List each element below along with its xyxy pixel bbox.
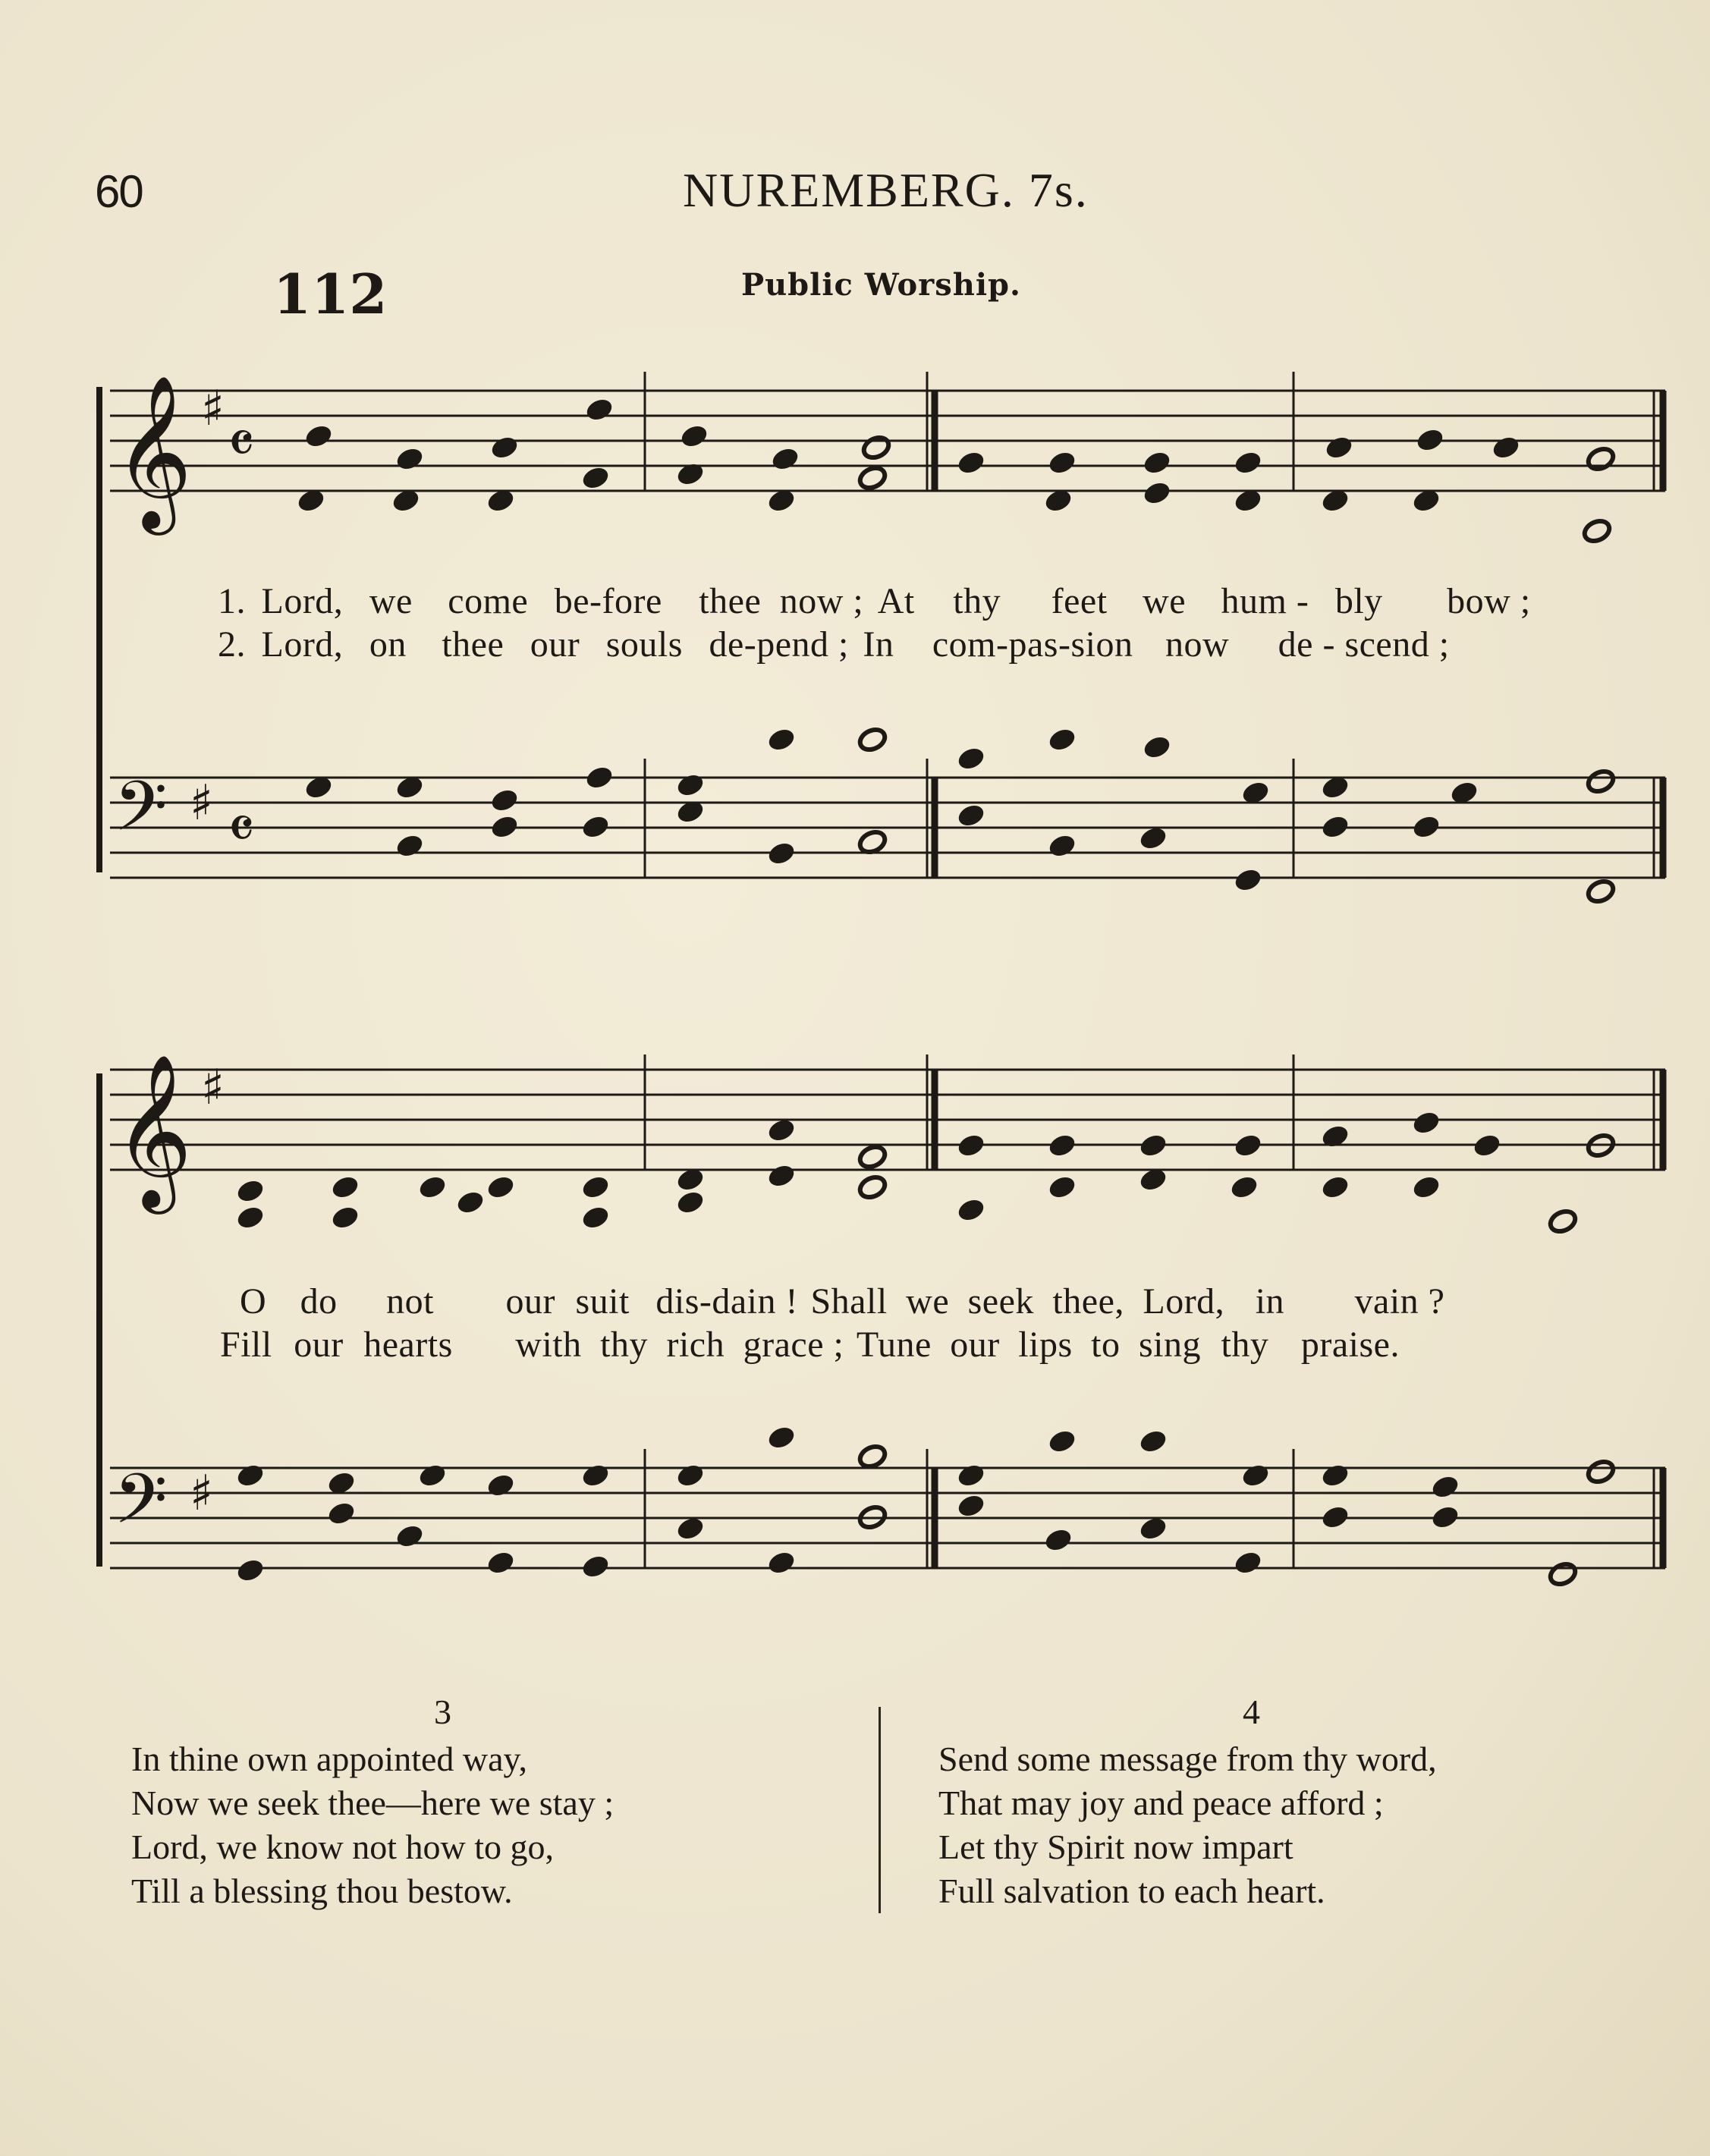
page-number: 60 (95, 166, 143, 217)
lyric-syllable: our (530, 624, 580, 665)
lyric-syllable: be-fore (554, 581, 662, 621)
lyric-syllable: Tune (856, 1325, 932, 1365)
lyric-syllable: suit (575, 1281, 630, 1322)
system2-treble-notes (235, 1109, 1617, 1235)
stanza-line: Send some message from thy word, (938, 1740, 1437, 1778)
lyric-syllable: in (1255, 1281, 1285, 1322)
lyric-syllable: Lord, (1143, 1281, 1225, 1322)
stanza-line: Lord, we know not how to go, (131, 1828, 555, 1866)
lyric-syllable: now (1165, 624, 1230, 665)
lyric-syllable: Shall (810, 1281, 888, 1322)
lyric-syllable: rich (666, 1325, 725, 1365)
stanza-line: Now we seek thee—here we stay ; (131, 1784, 615, 1822)
lyric-syllable: lips (1018, 1325, 1073, 1365)
lyric-syllable: we (369, 581, 413, 621)
bass-clef-icon: 𝄢 (114, 766, 168, 863)
sharp-icon: ♯ (201, 1060, 225, 1116)
lyric-syllable: hearts (363, 1325, 453, 1365)
common-time-icon: 𝄴 (228, 794, 255, 864)
lyric-syllable: Lord, (261, 624, 344, 665)
lyric-syllable: Lord, (261, 581, 344, 621)
lyric-syllable: to (1091, 1325, 1121, 1365)
lyric-syllable: we (906, 1281, 950, 1322)
lyric-syllable: seek (967, 1281, 1034, 1322)
lyric-syllable: come (448, 581, 529, 621)
lyric-syllable: now ; (779, 581, 864, 621)
treble-clef-icon: 𝄞 (114, 375, 193, 529)
lyric-syllable: praise. (1300, 1325, 1400, 1365)
lyric-syllable: souls (605, 624, 683, 665)
system2-bass-notes (235, 1424, 1617, 1588)
system2-verse1-lyrics (240, 1281, 1444, 1322)
stanza-line: Till a blessing thou bestow. (131, 1872, 513, 1910)
lyric-syllable: de-pend ; (709, 624, 849, 665)
system1-verse1-lyrics (218, 580, 1531, 622)
stanza-line: Full salvation to each heart. (938, 1872, 1325, 1910)
lyric-syllable: vain ? (1354, 1281, 1445, 1322)
hymn-subject: Public Worship. (741, 267, 1021, 303)
stanza-number: 4 (1243, 1692, 1260, 1731)
lyric-syllable: dis-dain ! (655, 1281, 798, 1322)
stanza-line: In thine own appointed way, (131, 1740, 528, 1778)
system1-verse2-lyrics (218, 624, 1450, 665)
stanza-line: Let thy Spirit now impart (938, 1828, 1294, 1866)
verse-number: 2. (218, 624, 246, 665)
lyric-syllable: on (369, 624, 407, 665)
lyric-syllable: thee, (1052, 1281, 1124, 1322)
lyric-syllable: hum - (1221, 581, 1309, 621)
tune-title: NUREMBERG. 7s. (683, 163, 1089, 217)
bass-clef-icon: 𝄢 (114, 1459, 168, 1556)
lyric-syllable: our (294, 1325, 344, 1365)
stanza-divider (879, 1707, 881, 1913)
treble-clef-icon: 𝄞 (114, 1054, 193, 1208)
lyric-syllable: In (863, 624, 894, 665)
stanza-number: 3 (434, 1692, 451, 1731)
lyric-syllable: thy (600, 1325, 648, 1365)
lyric-syllable: thy (1221, 1325, 1269, 1365)
stanza-3 (131, 1737, 614, 1913)
lyric-syllable: our (505, 1281, 555, 1322)
lyric-syllable: thy (953, 581, 1001, 621)
lyric-syllable: O (240, 1281, 267, 1322)
sharp-icon: ♯ (201, 381, 225, 437)
lyric-syllable: grace ; (743, 1325, 844, 1365)
system1-treble-notes (296, 396, 1617, 545)
system2-verse2-lyrics (220, 1324, 1400, 1366)
stanza-4 (938, 1737, 1437, 1913)
system1-bracket (96, 387, 102, 872)
lyric-syllable: we (1143, 581, 1186, 621)
hymn-number: 112 (273, 262, 388, 326)
sharp-icon: ♯ (190, 775, 213, 831)
lyric-syllable: Fill (220, 1325, 272, 1365)
lyric-syllable: At (877, 581, 915, 621)
lyric-syllable: do (300, 1281, 338, 1322)
lyric-syllable: sing (1138, 1325, 1201, 1365)
lyric-syllable: thee (699, 581, 762, 621)
common-time-icon: 𝄴 (228, 408, 255, 479)
stanza-line: That may joy and peace afford ; (938, 1784, 1384, 1822)
lyric-syllable: com-pas-sion (932, 624, 1133, 665)
lyric-syllable: de - scend ; (1278, 624, 1450, 665)
lyric-syllable: our (950, 1325, 1000, 1365)
lyric-syllable: not (386, 1281, 435, 1322)
verse-number: 1. (218, 581, 246, 621)
system2-bracket (96, 1073, 102, 1567)
lyric-syllable: thee (442, 624, 505, 665)
lyric-syllable: bow ; (1447, 581, 1531, 621)
sharp-icon: ♯ (190, 1466, 213, 1522)
lyric-syllable: feet (1051, 581, 1108, 621)
lyric-syllable: with (515, 1325, 582, 1365)
lyric-syllable: bly (1334, 581, 1383, 621)
